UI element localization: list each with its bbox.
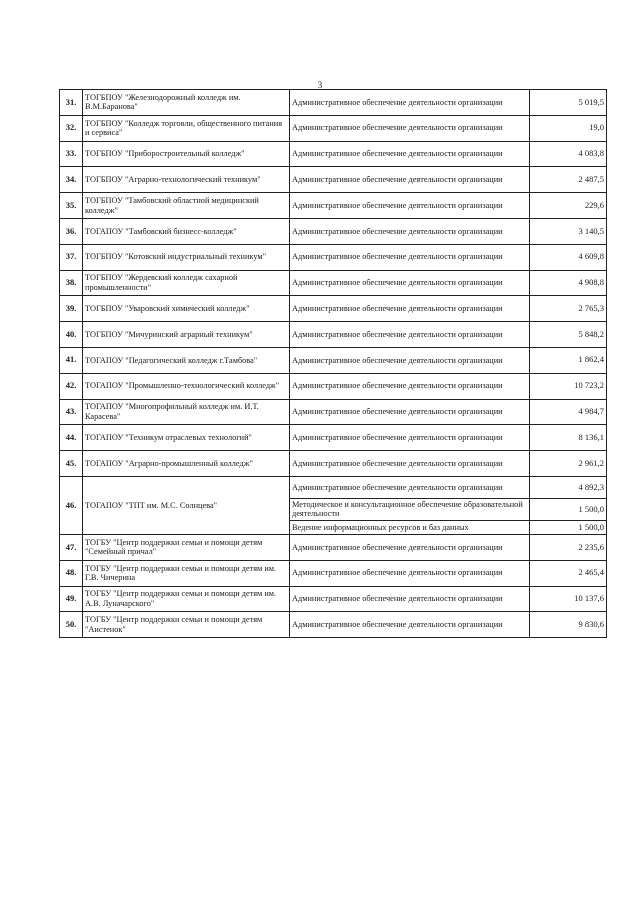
table-row [60,586,607,612]
table-row [60,322,607,348]
organization-name: ТОГАПОУ "Педагогический колледж г.Тамбова" [83,347,290,373]
amount-value: 5 848,2 [530,322,607,348]
organization-name: ТОГБПОУ "Котовский индустриальный техникум" [83,244,290,270]
row-number: 41. [60,347,83,373]
activity-description: Административное обеспечение деятельности организации [290,451,530,477]
amount-value: 8 136,1 [530,425,607,451]
activity-description: Административное обеспечение деятельности организации [290,90,530,116]
table-row [60,218,607,244]
amount-value: 2 487,5 [530,167,607,193]
table-row [60,612,607,638]
amount-value: 229,6 [530,193,607,219]
row-number: 40. [60,322,83,348]
organization-name: ТОГАПОУ "Многопрофильный колледж им. И.Т. Карасева" [83,399,290,425]
activity-description: Административное обеспечение деятельности организации [290,322,530,348]
row-number: 50. [60,612,83,638]
activity-description: Административное обеспечение деятельности организации [290,476,530,498]
organization-name: ТОГБУ "Центр поддержки семьи и помощи детям "Семейный причал" [83,535,290,561]
table-row [60,141,607,167]
amount-value: 2 465,4 [530,560,607,586]
row-number: 47. [60,535,83,561]
amount-value: 10 137,6 [530,586,607,612]
row-number: 42. [60,373,83,399]
activity-description: Административное обеспечение деятельности организации [290,115,530,141]
amount-value: 10 723,2 [530,373,607,399]
activity-description: Административное обеспечение деятельности организации [290,373,530,399]
row-number: 39. [60,296,83,322]
activity-description: Административное обеспечение деятельности организации [290,425,530,451]
organization-name: ТОГБПОУ "Приборостроительный колледж" [83,141,290,167]
amount-value: 2 235,6 [530,535,607,561]
table-row [60,425,607,451]
amount-value: 4 908,8 [530,270,607,296]
amount-value: 4 892,3 [530,476,607,498]
amount-value: 2 765,3 [530,296,607,322]
row-number: 35. [60,193,83,219]
row-number: 46. [60,476,83,534]
activity-description: Административное обеспечение деятельности организации [290,141,530,167]
funding-table-body [60,90,607,638]
activity-description: Административное обеспечение деятельности организации [290,218,530,244]
activity-description: Административное обеспечение деятельности организации [290,399,530,425]
organization-name: ТОГБУ "Центр поддержки семьи и помощи детям "Аистенок" [83,612,290,638]
activity-description: Административное обеспечение деятельности организации [290,193,530,219]
amount-value: 2 961,2 [530,451,607,477]
amount-value: 1 500,0 [530,521,607,535]
organization-name: ТОГБПОУ "Уваровский химический колледж" [83,296,290,322]
table-row [60,451,607,477]
activity-description: Административное обеспечение деятельности организации [290,270,530,296]
row-number: 48. [60,560,83,586]
organization-name: ТОГБПОУ "Аграрно-технологический техникум" [83,167,290,193]
organization-name: ТОГБПОУ "Мичуринский аграрный техникум" [83,322,290,348]
row-number: 49. [60,586,83,612]
organization-name: ТОГБПОУ "Тамбовский областной медицинский колледж" [83,193,290,219]
amount-value: 1 862,4 [530,347,607,373]
organization-name: ТОГБУ "Центр поддержки семьи и помощи детям им. А.В. Луначарского" [83,586,290,612]
amount-value: 19,0 [530,115,607,141]
activity-description: Ведение информационных ресурсов и баз данных [290,521,530,535]
row-number: 44. [60,425,83,451]
row-number: 43. [60,399,83,425]
table-row [60,244,607,270]
table-row [60,476,607,498]
organization-name: ТОГАПОУ "ТПТ им. М.С. Солнцева" [83,476,290,534]
amount-value: 4 083,8 [530,141,607,167]
amount-value: 4 609,8 [530,244,607,270]
organization-name: ТОГБПОУ "Колледж торговли, общественного питания и сервиса" [83,115,290,141]
activity-description: Административное обеспечение деятельности организации [290,347,530,373]
table-row [60,535,607,561]
organization-name: ТОГАПОУ "Техникум отраслевых технологий" [83,425,290,451]
activity-description: Административное обеспечение деятельности организации [290,586,530,612]
row-number: 36. [60,218,83,244]
page-number: 3 [317,80,323,90]
amount-value: 3 140,5 [530,218,607,244]
organization-name: ТОГАПОУ "Промышленно-технологический колледж" [83,373,290,399]
table-row [60,560,607,586]
activity-description: Административное обеспечение деятельности организации [290,296,530,322]
amount-value: 5 019,5 [530,90,607,116]
row-number: 45. [60,451,83,477]
table-row [60,90,607,116]
activity-description: Административное обеспечение деятельности организации [290,560,530,586]
organization-name: ТОГАПОУ "Тамбовский бизнесс-колледж" [83,218,290,244]
funding-table [59,89,607,638]
activity-description: Административное обеспечение деятельности организации [290,535,530,561]
table-row [60,270,607,296]
row-number: 34. [60,167,83,193]
table-row [60,167,607,193]
table-row [60,193,607,219]
table-row [60,347,607,373]
row-number: 32. [60,115,83,141]
row-number: 31. [60,90,83,116]
organization-name: ТОГБПОУ "Жердевский колледж сахарной промышленности" [83,270,290,296]
table-row [60,296,607,322]
amount-value: 1 500,0 [530,498,607,520]
amount-value: 9 830,6 [530,612,607,638]
table-row [60,115,607,141]
row-number: 38. [60,270,83,296]
table-row [60,373,607,399]
table-row [60,399,607,425]
row-number: 33. [60,141,83,167]
activity-description: Методическое и консультационное обеспечение образовательной деятельности [290,498,530,520]
row-number: 37. [60,244,83,270]
organization-name: ТОГБУ "Центр поддержки семьи и помощи детям им. Г.В. Чичерина [83,560,290,586]
organization-name: ТОГБПОУ "Железнодорожный колледж им. В.М.Баранова" [83,90,290,116]
amount-value: 4 984,7 [530,399,607,425]
activity-description: Административное обеспечение деятельности организации [290,167,530,193]
activity-description: Административное обеспечение деятельности организации [290,244,530,270]
organization-name: ТОГАПОУ "Аграрно-промышленный колледж" [83,451,290,477]
activity-description: Административное обеспечение деятельности организации [290,612,530,638]
